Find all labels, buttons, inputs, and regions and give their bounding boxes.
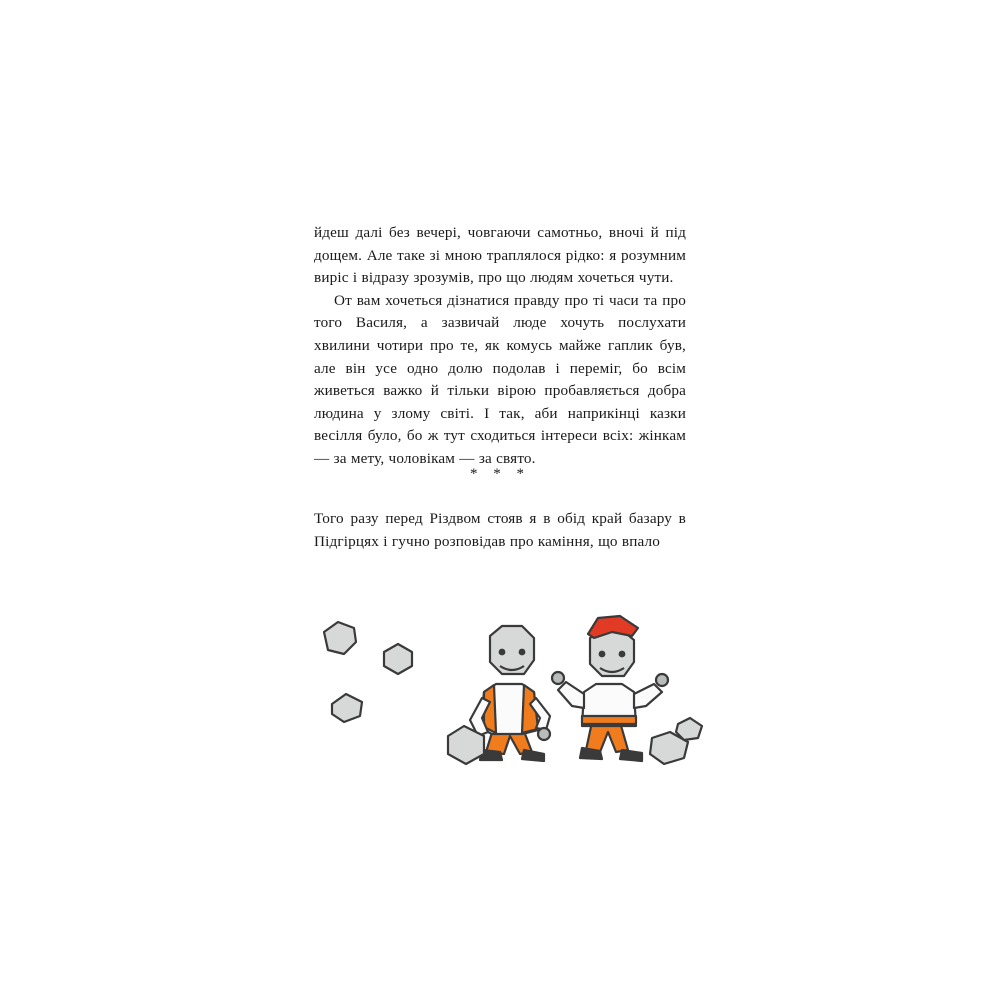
paragraph-2: От вам хочеться дізнатися правду про ті часи та про того Василя, а зазвичай люде хочуть послухати хвилини чотири про те, як комусь майже гаплик був, але він усе одно долю подолав і переміг, бо всім живеться важко й тільки вірою пробавляється добра людина у злому світі. І так, аби наприкінці казки весілля було, бо ж тут сходиться інтереси всіх: жінкам — за мету, чоловікам — за свято.: [314, 291, 686, 467]
stone-man-right: [552, 616, 668, 761]
illustration-two-stone-men: [300, 600, 720, 820]
body-text-bottom: [314, 508, 686, 553]
body-text-top: [314, 222, 686, 471]
paragraph-1: йдеш далі без вечері, човгаючи самотньо, вночі й під дощем. Але таке зі мною траплялося рідко: я розумним виріс і відразу зрозумів, про що людям хочеться чути.: [314, 224, 686, 287]
paragraph-3: Того разу перед Різдвом стояв я в обід край базару в Підгірцях і гучно розповідав про каміння, що впало: [314, 510, 686, 550]
section-divider: * * *: [470, 466, 530, 482]
rock-icon: [324, 622, 412, 722]
